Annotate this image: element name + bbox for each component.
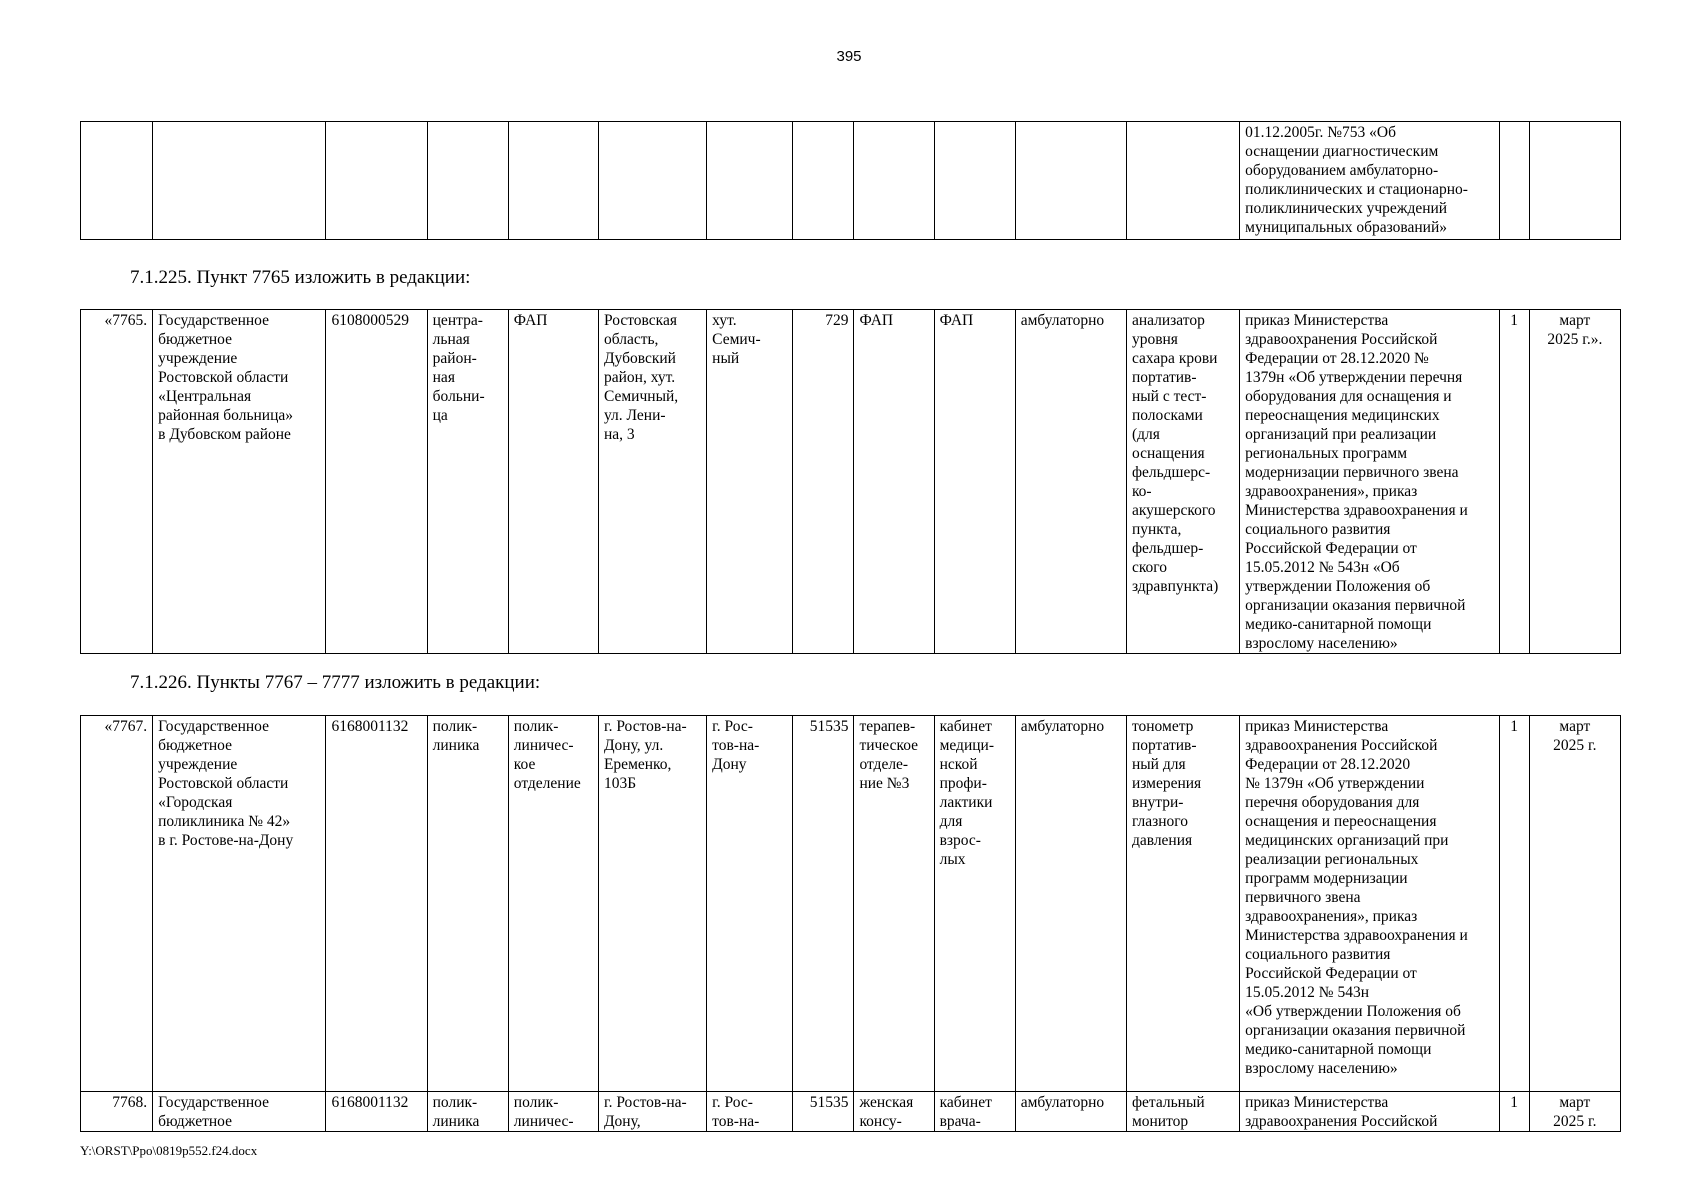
cell-legal-basis: приказ Министерства здравоохранения Российской Федерации от 28.12.2020 № 1379н «Об утверждении перечня оборудования для оснащения и переоснащения медицинских организаций при реализации региональных программ модернизации первичного звена здравоохранения», приказ Министерства здравоохранения и социального развития Российской Федерации от 15.05.2012 № 543н «Об утверждении Положения об организации оказания первичной медико-санитарной помощи взрослому населению» [1240, 310, 1500, 654]
cell-organization [153, 122, 326, 240]
cell-org-type: центра- льная район- ная больни- ца [427, 310, 508, 654]
table-continuation [80, 121, 1621, 240]
cell-department: ФАП [854, 310, 934, 654]
cell-deadline [1529, 122, 1620, 240]
cell-locality: г. Рос- тов-на- Дону [707, 716, 793, 1092]
cell-legal-basis: приказ Министерства здравоохранения Российской [1240, 1092, 1500, 1132]
cell-office: кабинет медици- нской профи- лактики для взрос- лых [934, 716, 1015, 1092]
cell-care-condition: амбулаторно [1015, 310, 1126, 654]
paragraph-7-1-225: 7.1.225. Пункт 7765 изложить в редакции: [130, 267, 471, 288]
cell-quantity [1499, 122, 1529, 240]
cell-number: «7767. [81, 716, 153, 1092]
cell-organization: Государственное бюджетное учреждение Ростовской области «Городская поликлиника № 42» в г. Ростове-на-Дону [153, 716, 326, 1092]
cell-address: г. Ростов-на- Дону, ул. Еременко, 103Б [598, 716, 706, 1092]
table-row [81, 122, 1621, 240]
cell-unit: полик- линичес- [508, 1092, 598, 1132]
cell-equipment [1126, 122, 1239, 240]
page-number: 395 [836, 48, 862, 65]
table-row [81, 716, 1621, 1092]
cell-department: женская консу- [854, 1092, 934, 1132]
cell-equipment: анализатор уровня сахара крови портатив- ный с тест- полосками (для оснащения фельдшерс- ко- акушерского пункта, фельдшер- ского здравпункта) [1126, 310, 1239, 654]
cell-number: «7765. [81, 310, 153, 654]
cell-org-type: полик- линика [427, 716, 508, 1092]
cell-organization: Государственное бюджетное учреждение Ростовской области «Центральная районная больница» в Дубовском районе [153, 310, 326, 654]
cell-inn: 6168001132 [326, 716, 427, 1092]
cell-oktmo: 729 [793, 310, 854, 654]
cell-legal-basis: приказ Министерства здравоохранения Российской Федерации от 28.12.2020 № 1379н «Об утверждении перечня оборудования для оснащения и переоснащения медицинских организаций при реализации региональных программ модернизации первичного звена здравоохранения», приказ Министерства здравоохранения и социального развития Российской Федерации от 15.05.2012 № 543н «Об утверждении Положения об организации оказания первичной медико-санитарной помощи взрослому населению» [1240, 716, 1500, 1092]
cell-equipment: фетальный монитор [1126, 1092, 1239, 1132]
cell-care-condition [1015, 122, 1126, 240]
cell-office: ФАП [934, 310, 1015, 654]
cell-number: 7768. [81, 1092, 153, 1132]
cell-number [81, 122, 153, 240]
cell-inn [326, 122, 427, 240]
cell-oktmo: 51535 [793, 716, 854, 1092]
cell-unit: полик- линичес- кое отделение [508, 716, 598, 1092]
table-row [81, 310, 1621, 654]
cell-care-condition: амбулаторно [1015, 716, 1126, 1092]
cell-quantity: 1 [1499, 310, 1529, 654]
cell-address: г. Ростов-на- Дону, [598, 1092, 706, 1132]
cell-organization: Государственное бюджетное [153, 1092, 326, 1132]
cell-deadline: март 2025 г. [1529, 1092, 1620, 1132]
table-items-7767-7777 [80, 715, 1621, 1132]
cell-locality: хут. Семич- ный [707, 310, 793, 654]
cell-locality: г. Рос- тов-на- [707, 1092, 793, 1132]
cell-department: терапев- тическое отделе- ние №3 [854, 716, 934, 1092]
cell-address [598, 122, 706, 240]
cell-legal-basis: 01.12.2005г. №753 «Об оснащении диагностическим оборудованием амбулаторно- поликлинических и стационарно- поликлинических учреждений муниципальных образований» [1240, 122, 1500, 240]
cell-unit: ФАП [508, 310, 598, 654]
table-item-7765 [80, 309, 1621, 654]
cell-oktmo [793, 122, 854, 240]
cell-quantity: 1 [1499, 716, 1529, 1092]
cell-inn: 6108000529 [326, 310, 427, 654]
file-path-footer: Y:\ORST\Ppo\0819p552.f24.docx [80, 1143, 258, 1158]
table-row [81, 1092, 1621, 1132]
cell-unit [508, 122, 598, 240]
cell-oktmo: 51535 [793, 1092, 854, 1132]
cell-care-condition: амбулаторно [1015, 1092, 1126, 1132]
cell-deadline: март 2025 г.». [1529, 310, 1620, 654]
cell-department [854, 122, 934, 240]
cell-office [934, 122, 1015, 240]
cell-deadline: март 2025 г. [1529, 716, 1620, 1092]
cell-org-type: полик- линика [427, 1092, 508, 1132]
cell-org-type [427, 122, 508, 240]
paragraph-7-1-226: 7.1.226. Пункты 7767 – 7777 изложить в редакции: [130, 672, 541, 693]
cell-office: кабинет врача- [934, 1092, 1015, 1132]
cell-inn: 6168001132 [326, 1092, 427, 1132]
cell-address: Ростовская область, Дубовский район, хут. Семичный, ул. Лени- на, 3 [598, 310, 706, 654]
cell-quantity: 1 [1499, 1092, 1529, 1132]
cell-locality [707, 122, 793, 240]
cell-equipment: тонометр портатив- ный для измерения внутри- глазного давления [1126, 716, 1239, 1092]
